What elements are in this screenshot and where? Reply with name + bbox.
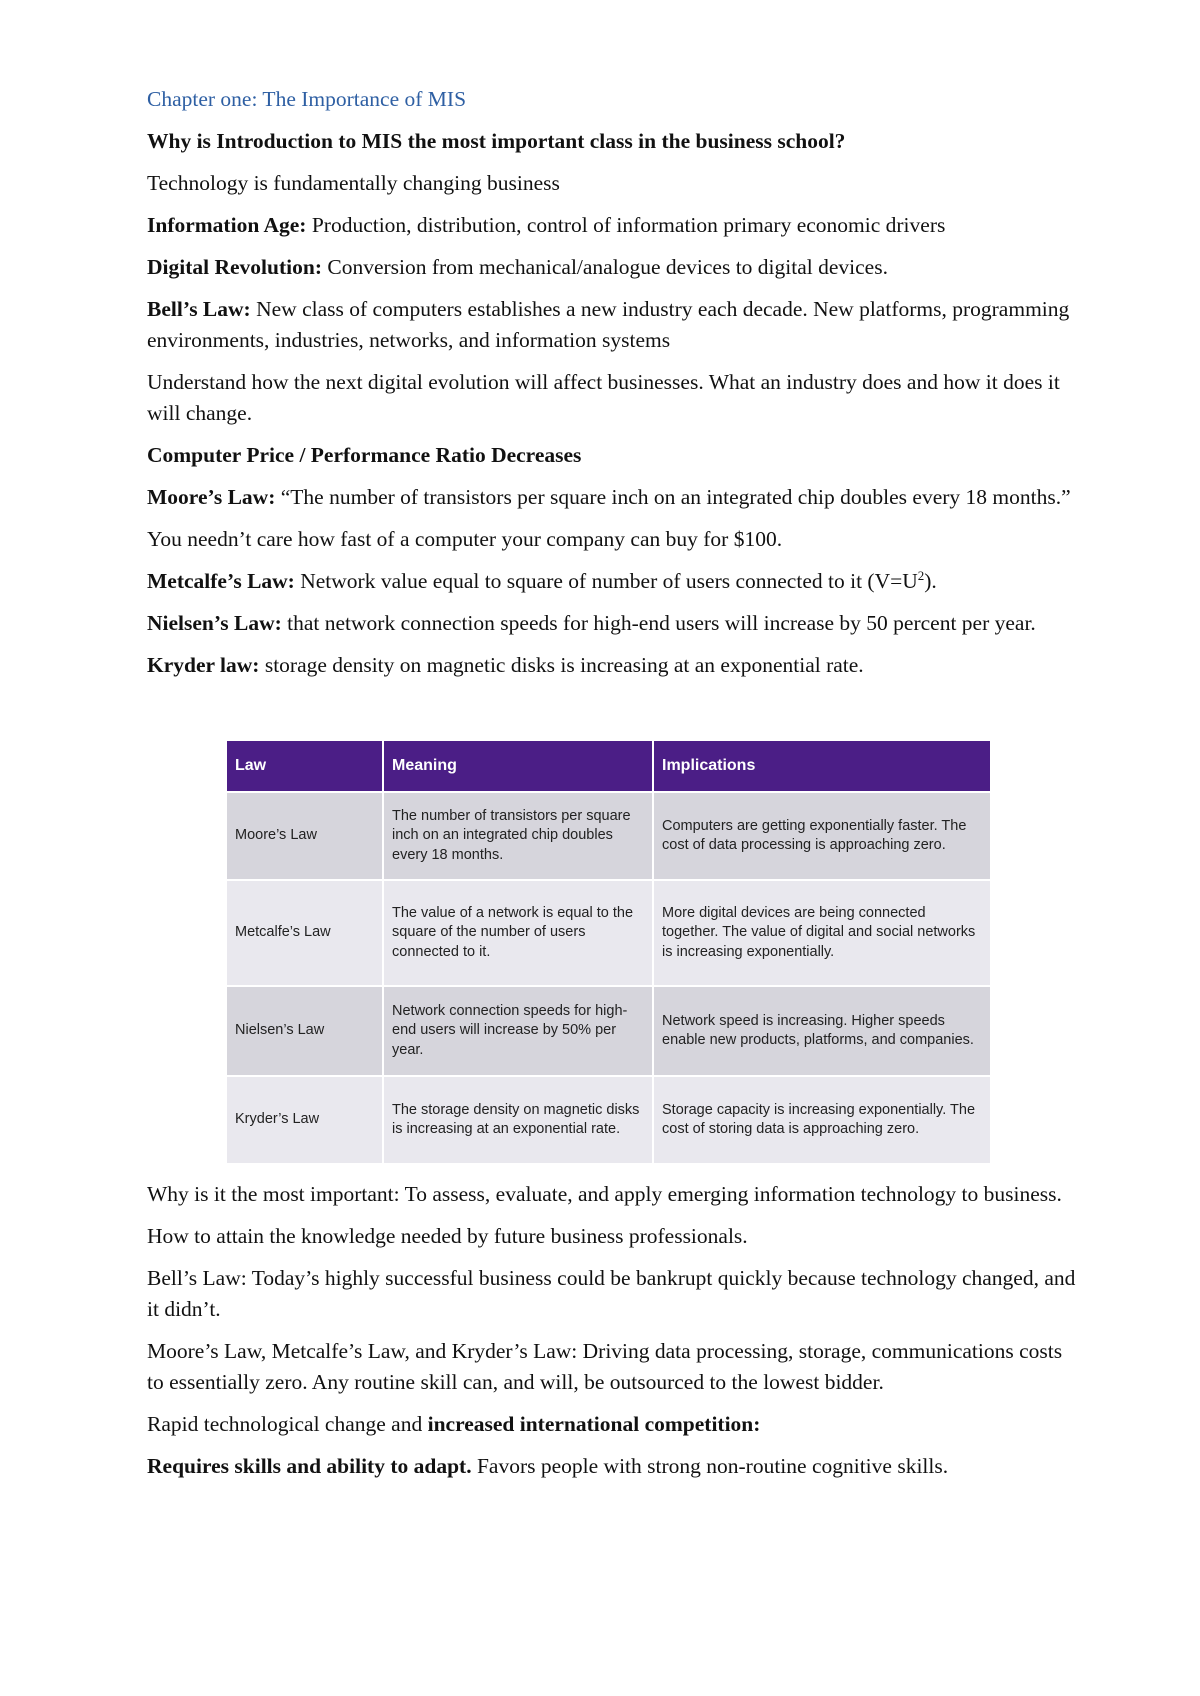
kryder-law-label: Kryder law: bbox=[147, 653, 260, 677]
bells-law-text: New class of computers establishes a new industry each decade. New platforms, programming environments, industries, networks, and information systems bbox=[147, 297, 1070, 352]
moores-law-text: “The number of transistors per square inch on an integrated chip doubles every 18 months.” bbox=[275, 485, 1071, 509]
information-age-label: Information Age: bbox=[147, 213, 307, 237]
metcalfes-law-label: Metcalfe’s Law: bbox=[147, 569, 295, 593]
laws-table-wrapper bbox=[227, 741, 990, 1163]
digital-revolution-text: Conversion from mechanical/analogue devices to digital devices. bbox=[321, 255, 888, 279]
table-row bbox=[227, 880, 990, 986]
digital-revolution-label: Digital Revolution: bbox=[147, 255, 322, 279]
table-cell-implications: More digital devices are being connected together. The value of digital and social networks is increasing exponentially. bbox=[653, 880, 990, 986]
table-header-implications: Implications bbox=[653, 741, 990, 792]
table-row bbox=[227, 792, 990, 880]
neednt-care-paragraph: You needn’t care how fast of a computer your company can buy for $100. bbox=[147, 527, 783, 551]
table-cell-law: Moore’s Law bbox=[227, 792, 383, 880]
rapid-change-text: Rapid technological change and bbox=[147, 1412, 428, 1436]
nielsens-law-label: Nielsen’s Law: bbox=[147, 611, 282, 635]
table-header-row bbox=[227, 741, 990, 792]
document-content bbox=[147, 84, 1082, 1493]
information-age-text: Production, distribution, control of information primary economic drivers bbox=[306, 213, 946, 237]
bells-law-paragraph bbox=[147, 294, 1082, 356]
metcalfes-law-text: Network value equal to square of number of users connected to it (V=U bbox=[294, 569, 918, 593]
question-text: Why is Introduction to MIS the most important class in the business school? bbox=[147, 129, 846, 153]
requires-skills-text: Favors people with strong non-routine cognitive skills. bbox=[471, 1454, 949, 1478]
rapid-change-bold: increased international competition: bbox=[427, 1412, 761, 1436]
table-cell-implications: Storage capacity is increasing exponentially. The cost of storing data is approaching zero. bbox=[653, 1076, 990, 1163]
question-paragraph bbox=[147, 126, 1082, 157]
rapid-change-paragraph bbox=[147, 1409, 1082, 1440]
table-cell-law: Metcalfe’s Law bbox=[227, 880, 383, 986]
table-cell-law: Kryder’s Law bbox=[227, 1076, 383, 1163]
why-important-paragraph: Why is it the most important: To assess, evaluate, and apply emerging information technology to business. bbox=[147, 1182, 1062, 1206]
bells-law-label: Bell’s Law: bbox=[147, 297, 251, 321]
metcalfes-law-end: ). bbox=[924, 569, 937, 593]
metcalfes-law-superscript: 2 bbox=[917, 568, 925, 583]
laws-driving-paragraph: Moore’s Law, Metcalfe’s Law, and Kryder’s Law: Driving data processing, storage, communications costs to essentially zero. Any routine skill can, and will, be outsourced to the lowest bidder. bbox=[147, 1339, 1063, 1394]
table-header-meaning: Meaning bbox=[383, 741, 653, 792]
bells-law-today-paragraph: Bell’s Law: Today’s highly successful business could be bankrupt quickly because technology changed, and it didn’t. bbox=[147, 1266, 1076, 1321]
nielsens-law-paragraph bbox=[147, 608, 1082, 639]
nielsens-law-text: that network connection speeds for high-end users will increase by 50 percent per year. bbox=[281, 611, 1036, 635]
table-row bbox=[227, 986, 990, 1076]
tech-changing-paragraph: Technology is fundamentally changing business bbox=[147, 171, 560, 195]
chapter-heading: Chapter one: The Importance of MIS bbox=[147, 87, 467, 111]
metcalfes-law-paragraph bbox=[147, 566, 1082, 597]
table-header-law: Law bbox=[227, 741, 383, 792]
price-ratio-paragraph bbox=[147, 440, 1082, 471]
table-cell-meaning: The storage density on magnetic disks is increasing at an exponential rate. bbox=[383, 1076, 653, 1163]
laws-table bbox=[227, 741, 990, 1163]
moores-law-label: Moore’s Law: bbox=[147, 485, 276, 509]
information-age-paragraph bbox=[147, 210, 1082, 241]
kryder-law-text: storage density on magnetic disks is increasing at an exponential rate. bbox=[259, 653, 864, 677]
requires-skills-paragraph bbox=[147, 1451, 1082, 1482]
kryder-law-paragraph bbox=[147, 650, 1082, 681]
table-cell-implications: Network speed is increasing. Higher speeds enable new products, platforms, and companies. bbox=[653, 986, 990, 1076]
understand-paragraph: Understand how the next digital evolution will affect businesses. What an industry does and how it does it will change. bbox=[147, 370, 1060, 425]
table-cell-meaning: The value of a network is equal to the square of the number of users connected to it. bbox=[383, 880, 653, 986]
price-ratio-text: Computer Price / Performance Ratio Decreases bbox=[147, 443, 582, 467]
table-cell-meaning: Network connection speeds for high-end users will increase by 50% per year. bbox=[383, 986, 653, 1076]
table-cell-meaning: The number of transistors per square inch on an integrated chip doubles every 18 months. bbox=[383, 792, 653, 880]
table-cell-law: Nielsen’s Law bbox=[227, 986, 383, 1076]
requires-skills-bold: Requires skills and ability to adapt. bbox=[147, 1454, 472, 1478]
how-attain-paragraph: How to attain the knowledge needed by future business professionals. bbox=[147, 1224, 748, 1248]
table-row bbox=[227, 1076, 990, 1163]
digital-revolution-paragraph bbox=[147, 252, 1082, 283]
moores-law-paragraph bbox=[147, 482, 1082, 513]
table-cell-implications: Computers are getting exponentially faster. The cost of data processing is approaching zero. bbox=[653, 792, 990, 880]
